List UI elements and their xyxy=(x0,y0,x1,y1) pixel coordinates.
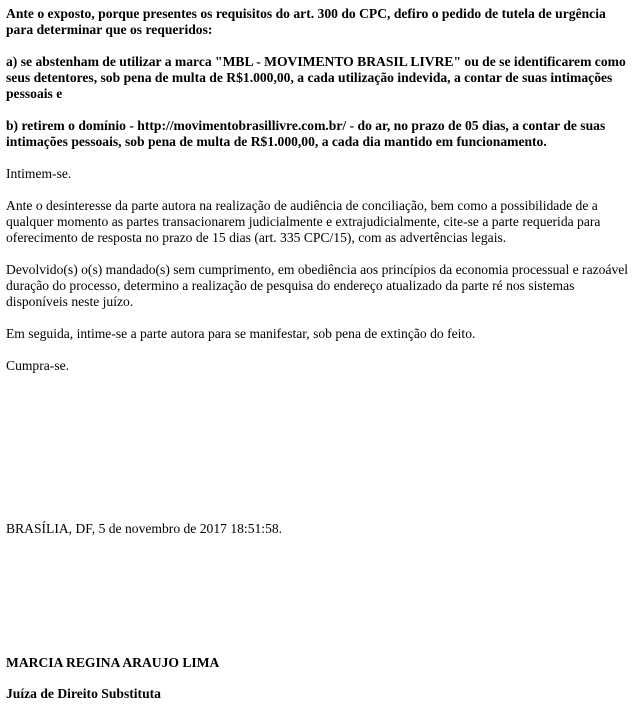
paragraph-mandado: Devolvido(s) o(s) mandado(s) sem cumprimento, em obediência aos princípios da economia processual e razoável duração do processo, determino a realização de pesquisa do endereço atualizado da parte ré nos sistemas disponíveis neste juízo. xyxy=(6,262,629,309)
paragraph-item-a: a) se abstenham de utilizar a marca "MBL - MOVIMENTO BRASIL LIVRE" ou de se identificarem como seus detentores, sob pena de multa de R$1.000,00, a cada utilização indevida, a contar de suas intimações pessoais e xyxy=(6,54,626,101)
paragraph-cumpra-se: Cumpra-se. xyxy=(6,358,70,373)
paragraph-tutela-urgencia: Ante o exposto, porque presentes os requisitos do art. 300 do CPC, defiro o pedido de tutela de urgência para determinar que os requeridos: xyxy=(6,6,606,37)
document-body xyxy=(6,6,634,390)
signature-name: MARCIA REGINA ARAUJO LIMA xyxy=(6,655,220,670)
paragraph-intimem-se: Intimem-se. xyxy=(6,166,72,181)
paragraph-citacao: Ante o desinteresse da parte autora na realização de audiência de conciliação, bem como a possibilidade de a qualquer momento as partes transacionarem judicialmente e extrajudicialmente, cite-se a parte requerida para oferecimento de resposta no prazo de 15 dias (art. 335 CPC/15), com as advertências legais. xyxy=(6,198,601,245)
signature-title: Juíza de Direito Substituta xyxy=(6,686,161,701)
paragraph-intime-se-autora: Em seguida, intime-se a parte autora para se manifestar, sob pena de extinção do feito. xyxy=(6,326,476,341)
paragraph-item-b: b) retirem o domínio - http://movimentobrasillivre.com.br/ - do ar, no prazo de 05 dias, a contar de suas intimações pessoais, sob pena de multa de R$1.000,00, a cada dia mantido em funcionamento. xyxy=(6,118,606,149)
date-line: BRASÍLIA, DF, 5 de novembro de 2017 18:51:58. xyxy=(6,521,283,536)
